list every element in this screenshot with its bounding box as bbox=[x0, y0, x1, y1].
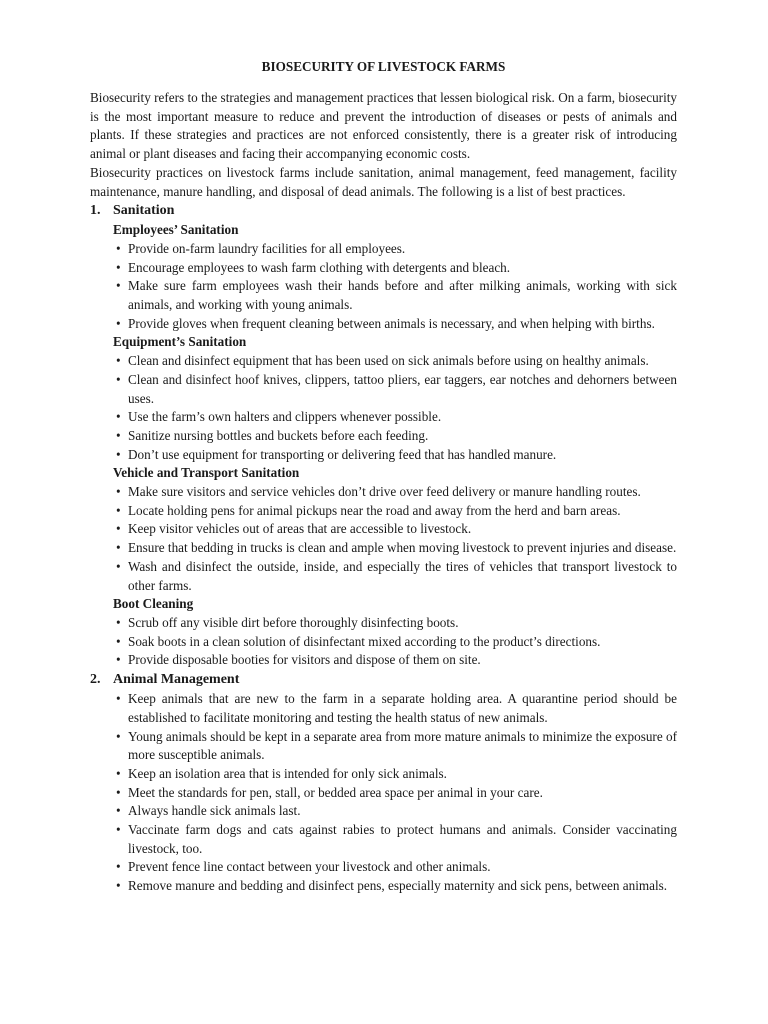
section-title: Animal Management bbox=[113, 672, 240, 688]
bullet-icon: • bbox=[116, 446, 121, 462]
list-item-text: Clean and disinfect hoof knives, clippers, tattoo pliers, ear taggers, ear notches and dehorners between uses. bbox=[128, 371, 677, 406]
list-item bbox=[113, 877, 677, 896]
list-item bbox=[113, 728, 677, 765]
list-item-text: Always handle sick animals last. bbox=[128, 803, 301, 819]
bullet-icon: • bbox=[116, 822, 121, 838]
list-item-text: Locate holding pens for animal pickups near the road and away from the herd and barn areas. bbox=[128, 502, 621, 518]
section-item bbox=[90, 670, 677, 896]
list-item bbox=[113, 427, 677, 446]
section-body bbox=[90, 221, 677, 670]
list-item-text: Young animals should be kept in a separate area from more mature animals to minimize the exposure of more susceptible animals. bbox=[128, 728, 677, 763]
list-item-text: Sanitize nursing bottles and buckets before each feeding. bbox=[128, 427, 429, 443]
bullet-icon: • bbox=[116, 259, 121, 275]
list-item-text: Keep an isolation area that is intended for only sick animals. bbox=[128, 765, 447, 781]
bullet-icon: • bbox=[116, 409, 121, 425]
page-title: BIOSECURITY OF LIVESTOCK FARMS bbox=[261, 59, 506, 74]
list-item bbox=[113, 371, 677, 408]
list-item bbox=[113, 520, 677, 539]
bullet-icon: • bbox=[116, 614, 121, 630]
bullet-icon: • bbox=[116, 652, 121, 668]
bullet-list bbox=[113, 690, 677, 896]
bullet-icon: • bbox=[116, 315, 121, 331]
list-item-text: Make sure visitors and service vehicles don’t drive over feed delivery or manure handling routes. bbox=[128, 484, 641, 500]
bullet-list bbox=[113, 614, 677, 670]
list-item-text: Don’t use equipment for transporting or delivering feed that has handled manure. bbox=[128, 446, 557, 462]
section-item bbox=[90, 201, 677, 670]
bullet-list bbox=[113, 240, 677, 334]
list-item bbox=[113, 240, 677, 259]
bullet-icon: • bbox=[116, 859, 121, 875]
list-item bbox=[113, 821, 677, 858]
section-heading bbox=[90, 670, 677, 690]
bullet-icon: • bbox=[116, 371, 121, 387]
list-item-text: Keep visitor vehicles out of areas that are accessible to livestock. bbox=[128, 521, 472, 537]
list-item bbox=[113, 784, 677, 803]
bullet-icon: • bbox=[116, 803, 121, 819]
list-item-text: Clean and disinfect equipment that has been used on sick animals before using on healthy animals. bbox=[128, 353, 649, 369]
list-item bbox=[113, 446, 677, 465]
list-item bbox=[113, 558, 677, 595]
intro-paragraph: Biosecurity practices on livestock farms include sanitation, animal management, feed management, facility maintenance, manure handling, and disposal of dead animals. The following is a list of best practices. bbox=[90, 164, 677, 199]
list-item bbox=[113, 483, 677, 502]
bullet-icon: • bbox=[116, 484, 121, 500]
subsection-title: Vehicle and Transport Sanitation bbox=[113, 465, 300, 481]
list-item-text: Provide on-farm laundry facilities for all employees. bbox=[128, 240, 406, 256]
bullet-icon: • bbox=[116, 784, 121, 800]
subsection-title: Employees’ Sanitation bbox=[113, 222, 239, 238]
list-item-text: Ensure that bedding in trucks is clean and ample when moving livestock to prevent injuries and disease. bbox=[128, 540, 677, 556]
list-item bbox=[113, 315, 677, 334]
bullet-icon: • bbox=[116, 878, 121, 894]
list-item-text: Prevent fence line contact between your livestock and other animals. bbox=[128, 859, 491, 875]
list-item bbox=[113, 277, 677, 314]
list-item-text: Vaccinate farm dogs and cats against rabies to protect humans and animals. Consider vaccinating livestock, too. bbox=[128, 822, 677, 856]
bullet-icon: • bbox=[116, 278, 121, 294]
subsection-title: Boot Cleaning bbox=[113, 596, 194, 612]
list-item-text: Remove manure and bedding and disinfect pens, especially maternity and sick pens, between animals. bbox=[128, 878, 668, 894]
bullet-list bbox=[113, 352, 677, 464]
bullet-icon: • bbox=[116, 427, 121, 443]
bullet-icon: • bbox=[116, 728, 121, 744]
bullet-icon: • bbox=[116, 521, 121, 537]
bullet-icon: • bbox=[116, 540, 121, 556]
section-number: 1. bbox=[90, 203, 101, 219]
section-list bbox=[90, 201, 677, 896]
bullet-icon: • bbox=[116, 691, 121, 707]
bullet-icon: • bbox=[116, 558, 121, 574]
list-item bbox=[113, 802, 677, 821]
list-item bbox=[113, 539, 677, 558]
list-item-text: Encourage employees to wash farm clothing with detergents and bleach. bbox=[128, 259, 511, 275]
list-item-text: Wash and disinfect the outside, inside, and especially the tires of vehicles that transport livestock to other farms. bbox=[128, 558, 677, 593]
list-item bbox=[113, 690, 677, 727]
bullet-list bbox=[113, 483, 677, 595]
bullet-icon: • bbox=[116, 633, 121, 649]
list-item bbox=[113, 765, 677, 784]
list-item bbox=[113, 651, 677, 670]
list-item-text: Provide gloves when frequent cleaning between animals is necessary, and when helping with births. bbox=[128, 315, 655, 331]
list-item bbox=[113, 614, 677, 633]
list-item bbox=[113, 502, 677, 521]
list-item bbox=[113, 352, 677, 371]
list-item bbox=[113, 858, 677, 877]
section-body bbox=[90, 690, 677, 896]
list-item bbox=[113, 259, 677, 278]
section-title: Sanitation bbox=[113, 203, 175, 219]
bullet-icon: • bbox=[116, 502, 121, 518]
subsection-title: Equipment’s Sanitation bbox=[113, 334, 247, 350]
list-item-text: Meet the standards for pen, stall, or bedded area space per animal in your care. bbox=[128, 784, 543, 800]
list-item bbox=[113, 408, 677, 427]
list-item-text: Make sure farm employees wash their hands before and after milking animals, working with sick animals, and working with young animals. bbox=[128, 278, 677, 313]
bullet-icon: • bbox=[116, 765, 121, 781]
bullet-icon: • bbox=[116, 353, 121, 369]
list-item-text: Use the farm’s own halters and clippers whenever possible. bbox=[128, 409, 442, 425]
list-item-text: Provide disposable booties for visitors and dispose of them on site. bbox=[128, 652, 481, 668]
list-item bbox=[113, 633, 677, 652]
list-item-text: Soak boots in a clean solution of disinfectant mixed according to the product’s directions. bbox=[128, 633, 601, 649]
bullet-icon: • bbox=[116, 240, 121, 256]
intro-paragraph: Biosecurity refers to the strategies and management practices that lessen biological risk. On a farm, biosecurity is the most important measure to reduce and prevent the introduction of diseases or pests of animals and plants. If these strategies and practices are not enforced consistently, there is a greater risk of introducing animal or plant diseases and facing their accompanying economic costs. bbox=[90, 90, 677, 162]
list-item-text: Keep animals that are new to the farm in a separate holding area. A quarantine period should be established to facilitate monitoring and testing the health status of new animals. bbox=[128, 691, 677, 725]
section-heading bbox=[90, 201, 677, 221]
section-number: 2. bbox=[90, 672, 101, 688]
list-item-text: Scrub off any visible dirt before thoroughly disinfecting boots. bbox=[128, 614, 459, 630]
